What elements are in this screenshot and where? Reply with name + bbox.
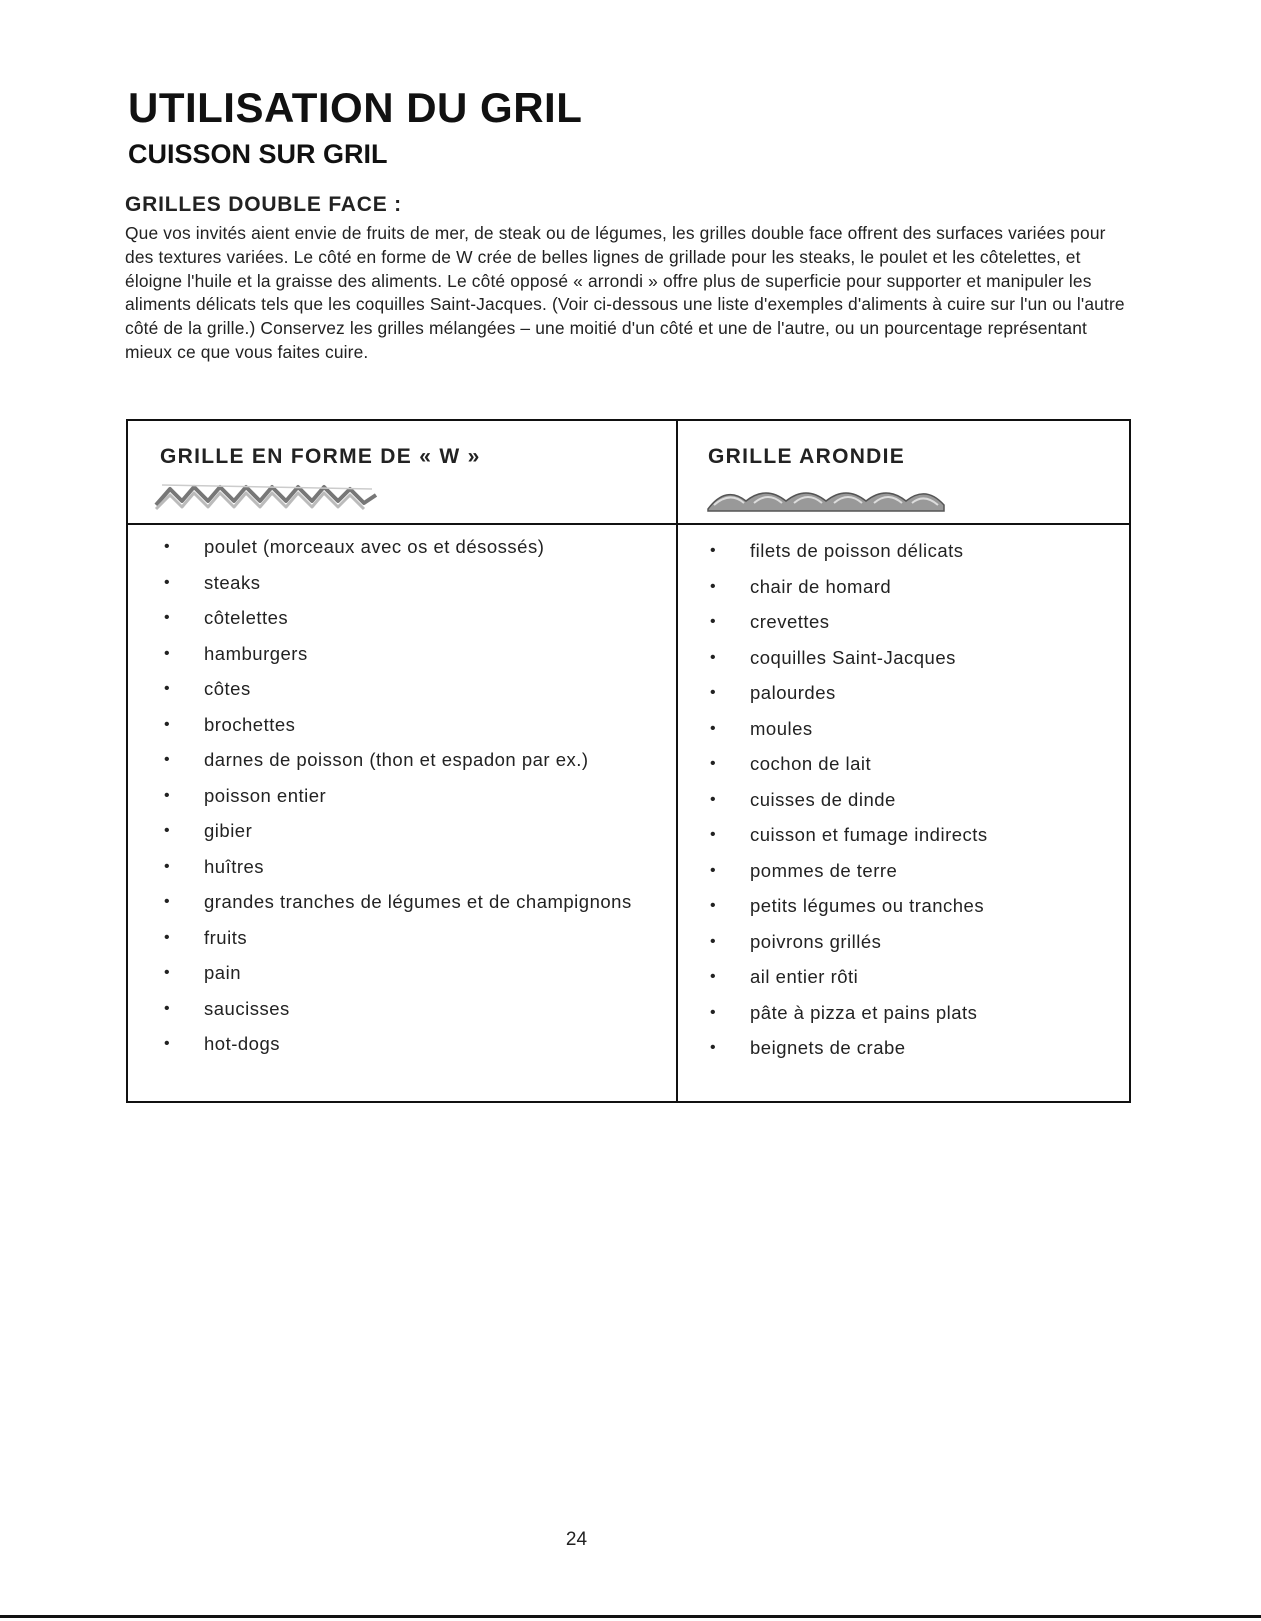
bullet-icon: • (710, 826, 717, 843)
list-item-label: poulet (morceaux avec os et désossés) (204, 536, 545, 557)
list-item (710, 717, 988, 753)
bullet-icon: • (710, 968, 717, 985)
bullet-icon: • (710, 684, 717, 701)
list-item (710, 965, 988, 1001)
bullet-icon: • (164, 751, 171, 768)
list-item (710, 1036, 988, 1072)
page-title: UTILISATION DU GRIL (128, 84, 583, 131)
section-heading: GRILLES DOUBLE FACE : (125, 193, 402, 216)
list-item-label: chair de homard (750, 575, 892, 597)
bullet-icon: • (710, 1003, 717, 1021)
list-item-label: cochon de lait (750, 753, 872, 774)
bullet-icon: • (164, 822, 171, 839)
list-item (164, 571, 632, 607)
list-item-label: pain (204, 962, 241, 983)
bullet-icon: • (710, 577, 717, 595)
list-item-label: cuisson et fumage indirects (750, 824, 988, 845)
list-item-label: ail entier rôti (750, 966, 859, 987)
list-item (164, 784, 632, 820)
list-item (164, 1032, 632, 1068)
list-item (710, 859, 988, 895)
list-item-label: hot-dogs (204, 1033, 280, 1054)
rounded-grill-food-list (710, 539, 988, 1072)
bullet-icon: • (710, 719, 717, 737)
bullet-icon: • (164, 893, 171, 910)
list-item (164, 677, 632, 713)
list-item (710, 1001, 988, 1037)
list-item (164, 997, 632, 1033)
bullet-icon: • (164, 857, 171, 875)
list-item (164, 748, 632, 784)
list-item (164, 926, 632, 962)
list-item (164, 855, 632, 891)
rounded-grill-illustration (706, 479, 946, 513)
list-item (164, 819, 632, 855)
list-item (710, 894, 988, 930)
bullet-icon: • (710, 755, 717, 772)
bullet-icon: • (164, 715, 171, 733)
list-item (710, 930, 988, 966)
list-item (164, 535, 632, 571)
list-item (710, 788, 988, 824)
list-item (164, 890, 632, 926)
bullet-icon: • (164, 964, 171, 981)
list-item-label: petits légumes ou tranches (750, 895, 985, 916)
list-item-label: cuisses de dinde (750, 788, 896, 810)
bullet-icon: • (710, 897, 717, 914)
intro-paragraph: Que vos invités aient envie de fruits de mer, de steak ou de légumes, les grilles double face offrent des surfaces variées pour des textures variées. Le côté en forme de W crée de belles lignes de grillade pour les steaks, le poulet et les côtelettes, et éloigne l'huile et la graisse des aliments. Le côté opposé « arrondi » offre plus de superficie pour supporter et manipuler les aliments délicats tels que les coquilles Saint-Jacques. (Voir ci-dessous une liste d'exemples d'aliments à cuire sur l'un ou l'autre côté de la grille.) Conservez les grilles mélangées – une moitié d'un côté et une de l'autre, ou un pourcentage représentant mieux ce que vous faites cuire. (125, 223, 1125, 362)
page-number: 24 (565, 1529, 588, 1550)
bullet-icon: • (164, 609, 171, 626)
list-item-label: grandes tranches de légumes et de champignons (204, 891, 632, 912)
list-item-label: brochettes (204, 713, 296, 735)
list-item-label: saucisses (204, 997, 290, 1019)
list-item (710, 681, 988, 717)
list-item (710, 610, 988, 646)
bottom-rule (0, 1615, 1261, 1618)
bullet-icon: • (164, 1035, 171, 1052)
header-divider (128, 523, 1129, 525)
bullet-icon: • (164, 680, 171, 697)
list-item-label: huîtres (204, 855, 265, 877)
bullet-icon: • (710, 648, 717, 666)
list-item-label: coquilles Saint-Jacques (750, 646, 956, 668)
list-item-label: pâte à pizza et pains plats (750, 1001, 978, 1023)
list-item-label: fruits (204, 926, 248, 948)
list-item-label: crevettes (750, 611, 830, 632)
list-item-label: steaks (204, 571, 261, 593)
rounded-grill-header: GRILLE ARONDIE (708, 445, 906, 468)
w-grill-food-list (164, 535, 632, 1068)
grill-comparison-table (126, 419, 1131, 1103)
list-item-label: hamburgers (204, 642, 308, 664)
list-item (710, 539, 988, 575)
bullet-icon: • (164, 538, 171, 555)
list-item-label: moules (750, 717, 813, 739)
bullet-icon: • (710, 932, 717, 950)
list-item-label: filets de poisson délicats (750, 540, 964, 561)
list-item (710, 646, 988, 682)
bullet-icon: • (710, 790, 717, 808)
list-item-label: côtes (204, 678, 251, 699)
list-item-label: darnes de poisson (thon et espadon par ex.) (204, 749, 589, 770)
list-item (710, 752, 988, 788)
bullet-icon: • (164, 644, 171, 662)
page-subtitle: CUISSON SUR GRIL (128, 139, 388, 169)
list-item (164, 642, 632, 678)
list-item (164, 713, 632, 749)
bullet-icon: • (710, 1039, 717, 1056)
list-item (164, 961, 632, 997)
list-item (164, 606, 632, 642)
list-item-label: palourdes (750, 682, 836, 703)
list-item (710, 575, 988, 611)
bullet-icon: • (164, 786, 171, 804)
list-item-label: poivrons grillés (750, 930, 882, 952)
w-grill-illustration (152, 479, 382, 513)
bullet-icon: • (164, 928, 171, 946)
list-item-label: côtelettes (204, 607, 289, 628)
bullet-icon: • (710, 542, 717, 559)
bullet-icon: • (710, 861, 717, 879)
list-item-label: poisson entier (204, 784, 327, 806)
bullet-icon: • (164, 999, 171, 1017)
list-item-label: beignets de crabe (750, 1037, 906, 1058)
bullet-icon: • (710, 613, 717, 630)
bullet-icon: • (164, 573, 171, 591)
list-item-label: pommes de terre (750, 859, 898, 881)
list-item (710, 823, 988, 859)
list-item-label: gibier (204, 820, 253, 841)
w-grill-header: GRILLE EN FORME DE « W » (160, 445, 481, 468)
